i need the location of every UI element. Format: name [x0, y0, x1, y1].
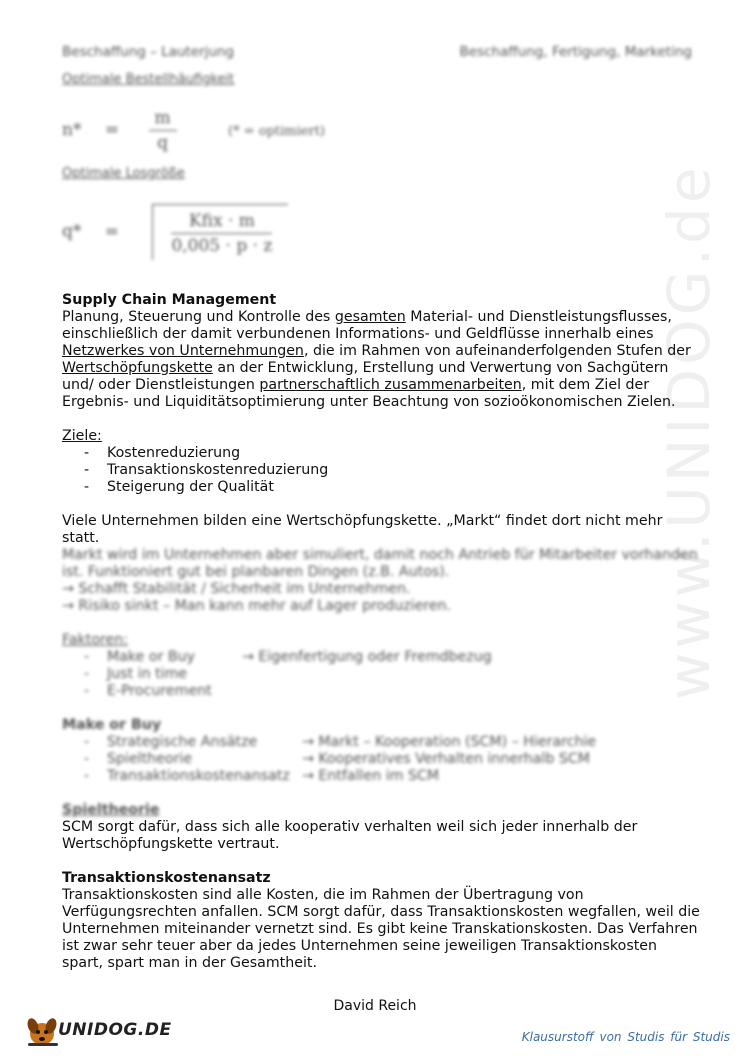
los-num: Kfix · m	[171, 211, 272, 234]
scm-underline-1: gesamten	[334, 309, 406, 325]
bestell-num: m	[149, 108, 177, 131]
list-item	[62, 768, 702, 785]
los-title: Optimale Losgröße	[62, 166, 185, 181]
faktoren-section	[62, 632, 702, 819]
ziele-title: Ziele:	[62, 428, 102, 444]
scm-title: Supply Chain Management	[62, 292, 277, 308]
logo-text: UNIDOG.DE	[58, 1020, 172, 1040]
bestell-formula: n* = $\frac{m}{q}$ (* = optimiert)	[62, 108, 325, 153]
watermark: www.UNIDOG.de	[655, 163, 723, 700]
makebuy-title: Make or Buy	[62, 717, 162, 733]
makebuy-a: - Transaktionskostenansatz	[107, 768, 290, 784]
list-item	[62, 751, 702, 768]
bestell-den: q	[157, 133, 169, 153]
list-item	[62, 666, 702, 683]
makebuy-b: → Markt – Kooperation (SCM) – Hierarchie	[302, 734, 597, 750]
scm-underline-2: Netzwerkes von Unternehmungen	[62, 343, 304, 359]
scm-text-2: Material- und Dienstleistungsflusses, einschließlich der damit verbundenen Informations- und Geldflüsse innerhalb eines	[62, 309, 672, 342]
markt-blur-2: → Schafft Stabilität / Sicherheit im Unternehmen.	[62, 581, 411, 597]
faktor-a: - Just in time	[107, 666, 188, 682]
list-item: - Transaktionskostenreduzierung	[62, 462, 702, 479]
scm-text-1: Planung, Steuerung und Kontrolle des	[62, 309, 335, 325]
makebuy-b: → Entfallen im SCM	[302, 768, 440, 784]
bestell-note: (* = optimiert)	[228, 124, 325, 139]
makebuy-b: → Kooperatives Verhalten innerhalb SCM	[302, 751, 591, 767]
list-item	[62, 649, 702, 666]
scm-underline-3: Wertschöpfungskette	[62, 360, 213, 376]
los-den: 0,005 · p · z	[171, 236, 273, 256]
markt-blur-3: → Risiko sinkt – Man kann mehr auf Lager produzieren.	[62, 598, 452, 614]
list-item: - Kostenreduzierung	[62, 445, 702, 462]
makebuy-list	[62, 734, 702, 785]
scm-underline-4: partnerschaftlich zusammenarbeiten	[259, 377, 522, 393]
tagline: Klausurstoff von Studis für Studis	[521, 1030, 730, 1044]
spiel-text: SCM sorgt dafür, dass sich alle kooperativ verhalten weil sich jeder innerhalb der Wertschöpfungskette vertraut.	[62, 819, 638, 852]
markt-line: Viele Unternehmen bilden eine Wertschöpfungskette. „Markt“ findet dort nicht mehr statt.	[62, 513, 663, 546]
scm-text-4: an der Entwicklung, Erstellung und Verwertung von Sachgütern und/ oder Dienstleistungen	[62, 360, 669, 393]
author-name: David Reich	[333, 998, 417, 1014]
faktor-a: - E-Procurement	[107, 683, 212, 699]
scm-text-5: , mit dem Ziel der Ergebnis- und Liquiditätsoptimierung unter Beachtung von sozioökonomischen Zielen.	[62, 377, 676, 410]
header-left: Beschaffung – Lauterjung	[62, 44, 235, 60]
los-fraction	[171, 211, 272, 256]
los-formula: q* = $\frac{\text{Kfix · m}}{0,005 \cdot p \cdot z}$	[62, 204, 288, 260]
faktor-b: → Eigenfertigung oder Fremdbezug	[242, 649, 492, 665]
header-right: Beschaffung, Fertigung, Marketing	[459, 44, 692, 60]
ziele-list	[62, 445, 702, 496]
list-item	[62, 683, 702, 700]
bestell-title: Optimale Bestellhäufigkeit	[62, 72, 235, 87]
sqrt-sign	[152, 204, 288, 260]
markt-blur-1: Markt wird im Unternehmen aber simuliert, damit noch Antrieb für Mitarbeiter vorhanden ist. Funktioniert gut bei planbaren Dingen (z.B. Autos).	[62, 547, 698, 580]
faktor-a: - Make or Buy	[107, 649, 196, 665]
scm-definition	[62, 309, 702, 411]
trans-text: Transaktionskosten sind alle Kosten, die im Rahmen der Übertragung von Verfügungsrechten anfallen. SCM sorgt dafür, dass Transaktionskosten wegfallen, weil die Unternehmen miteinander vernetzt sind. Es gibt keine Transkationskosten. Das Verfahren ist zwar sehr teuer aber da jedes Unternehmen seine jeweiligen Transaktionskosten spart, spart man in der Gesamtheit.	[62, 887, 700, 971]
list-item: - Steigerung der Qualität	[62, 479, 702, 496]
bestell-fraction	[149, 108, 177, 153]
makebuy-a: - Spieltheorie	[107, 751, 193, 767]
spiel-title: Spieltheorie	[62, 802, 160, 818]
faktoren-title: Faktoren:	[62, 632, 129, 648]
faktoren-list	[62, 649, 702, 700]
bestell-lhs: n*	[62, 120, 82, 140]
scm-text-3: , die im Rahmen von aufeinanderfolgenden Stufen der	[303, 343, 691, 359]
list-item	[62, 734, 702, 751]
makebuy-a: - Strategische Ansätze	[107, 734, 258, 750]
trans-title: Transaktionskostenansatz	[62, 870, 271, 886]
main-content	[62, 292, 702, 972]
los-lhs: q*	[62, 221, 82, 242]
